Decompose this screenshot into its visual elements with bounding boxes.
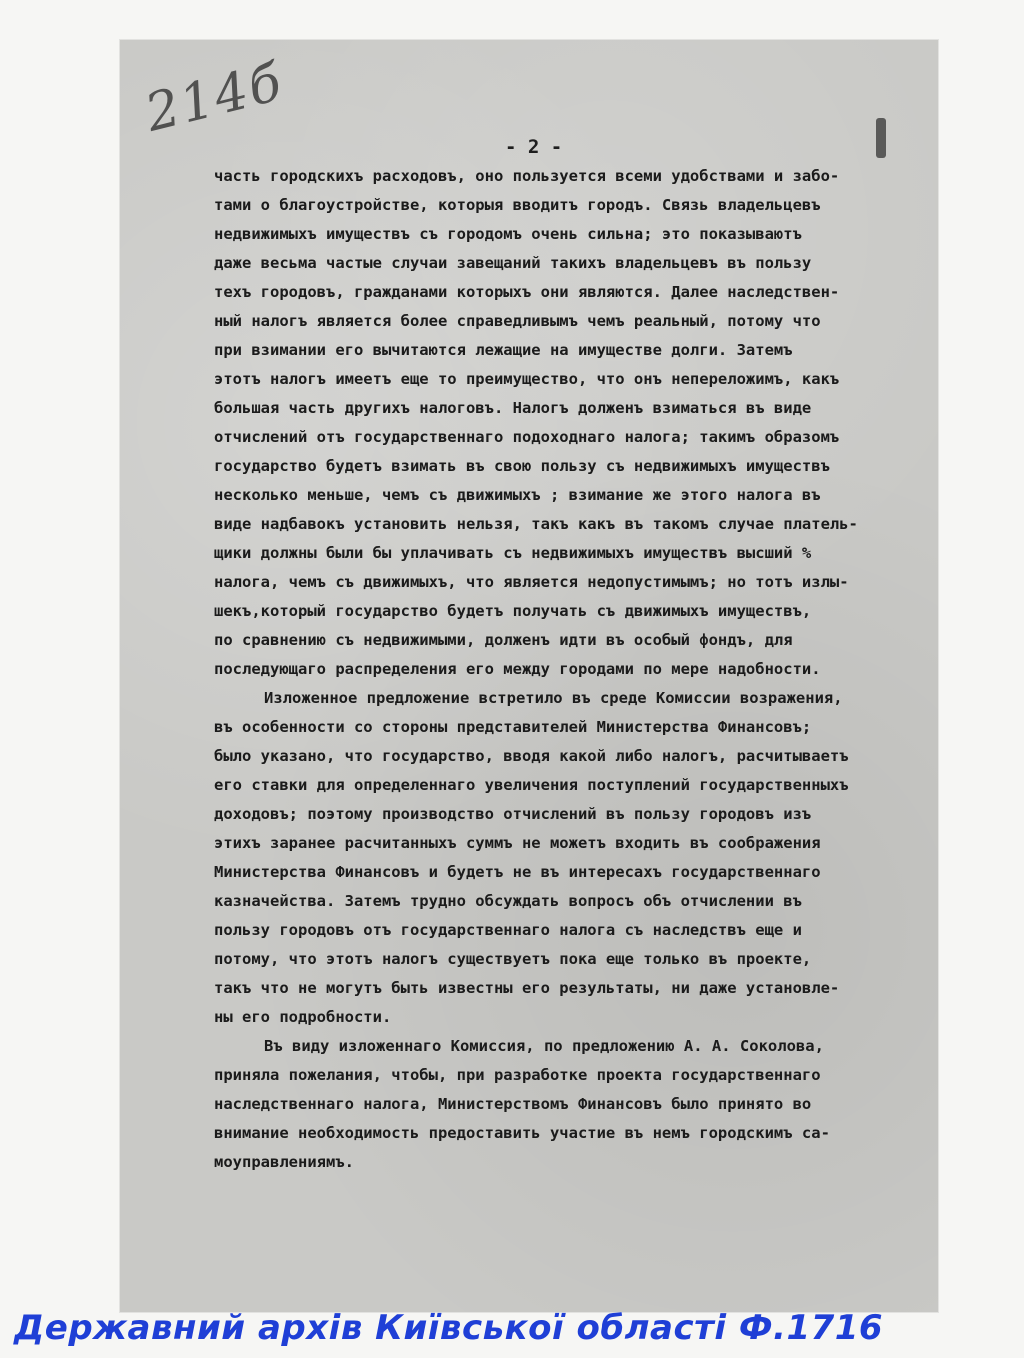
text-line: пользу городовъ отъ государственнаго налога съ наследствъ еще и <box>214 921 802 939</box>
text-line: потому, что этотъ налогъ существуетъ пока еще только въ проекте, <box>214 950 812 968</box>
document-body <box>214 162 904 1177</box>
text-line: тами о благоустройстве, которыя вводитъ городъ. Связь владельцевъ <box>214 196 821 214</box>
text-line: виде надбавокъ установить нельзя, такъ какъ въ такомъ случае платель- <box>214 515 858 533</box>
text-line: Въ виду изложеннаго Комиссия, по предложению А. А. Соколова, <box>264 1037 824 1055</box>
text-line: такъ что не могутъ быть известны его результаты, ни даже установле- <box>214 979 840 997</box>
text-line: часть городскихъ расходовъ, оно пользуется всеми удобствами и забо- <box>214 167 840 185</box>
text-line: последующаго распределения его между городами по мере надобности. <box>214 660 821 678</box>
text-line: внимание необходимость предоставить участие въ немъ городскимъ са- <box>214 1124 830 1142</box>
text-line: отчислений отъ государственнаго подоходнаго налога; такимъ образомъ <box>214 428 840 446</box>
text-line: ны его подробности. <box>214 1008 392 1026</box>
text-line: Изложенное предложение встретило въ среде Комиссии возражения, <box>264 689 843 707</box>
text-line: несколько меньше, чемъ съ движимыхъ ; взимание же этого налога въ <box>214 486 821 504</box>
text-line: наследственнаго налога, Министерствомъ Финансовъ было принято во <box>214 1095 812 1113</box>
text-line: доходовъ; поэтому производство отчислений въ пользу городовъ изъ <box>214 805 812 823</box>
margin-ink-mark <box>876 118 886 158</box>
text-line: приняла пожелания, чтобы, при разработке проекта государственнаго <box>214 1066 821 1084</box>
text-line: по сравнению съ недвижимыми, долженъ идти въ особый фондъ, для <box>214 631 793 649</box>
handwritten-archive-number: 214б <box>139 52 290 144</box>
text-line: шекъ,который государство будетъ получать съ движимыхъ имуществъ, <box>214 602 812 620</box>
text-line: большая часть другихъ налоговъ. Налогъ долженъ взиматься въ виде <box>214 399 812 417</box>
text-line: техъ городовъ, гражданами которыхъ они являются. Далее наследствен- <box>214 283 840 301</box>
text-line: моуправлениямъ. <box>214 1153 354 1171</box>
text-line: казначейства. Затемъ трудно обсуждать вопросъ объ отчислении въ <box>214 892 802 910</box>
text-line: даже весьма частые случаи завещаний такихъ владельцевъ въ пользу <box>214 254 812 272</box>
text-line: было указано, что государство, вводя какой либо налогъ, расчитываетъ <box>214 747 849 765</box>
text-line: щики должны были бы уплачивать съ недвижимыхъ имуществъ высший % <box>214 544 812 562</box>
text-line: недвижимыхъ имуществъ съ городомъ очень сильна; это показываютъ <box>214 225 802 243</box>
text-line: этихъ заранее расчитанныхъ суммъ не можетъ входить въ соображения <box>214 834 821 852</box>
archive-caption: Державний архів Київської області Ф.1716 <box>14 1308 884 1348</box>
text-line: налога, чемъ съ движимыхъ, что является недопустимымъ; но тотъ излы- <box>214 573 849 591</box>
text-line: Министерства Финансовъ и будетъ не въ интересахъ государственнаго <box>214 863 821 881</box>
text-line: этотъ налогъ имеетъ еще то преимущество, что онъ непереложимъ, какъ <box>214 370 840 388</box>
text-line: ный налогъ является более справедливымъ чемъ реальный, потому что <box>214 312 821 330</box>
text-line: при взимании его вычитаются лежащие на имуществе долги. Затемъ <box>214 341 793 359</box>
text-line: въ особенности со стороны представителей Министерства Финансовъ; <box>214 718 812 736</box>
text-line: его ставки для определеннаго увеличения поступлений государственныхъ <box>214 776 849 794</box>
text-line: государство будетъ взимать въ свою пользу съ недвижимыхъ имуществъ <box>214 457 830 475</box>
page-number: - 2 - <box>505 136 563 158</box>
